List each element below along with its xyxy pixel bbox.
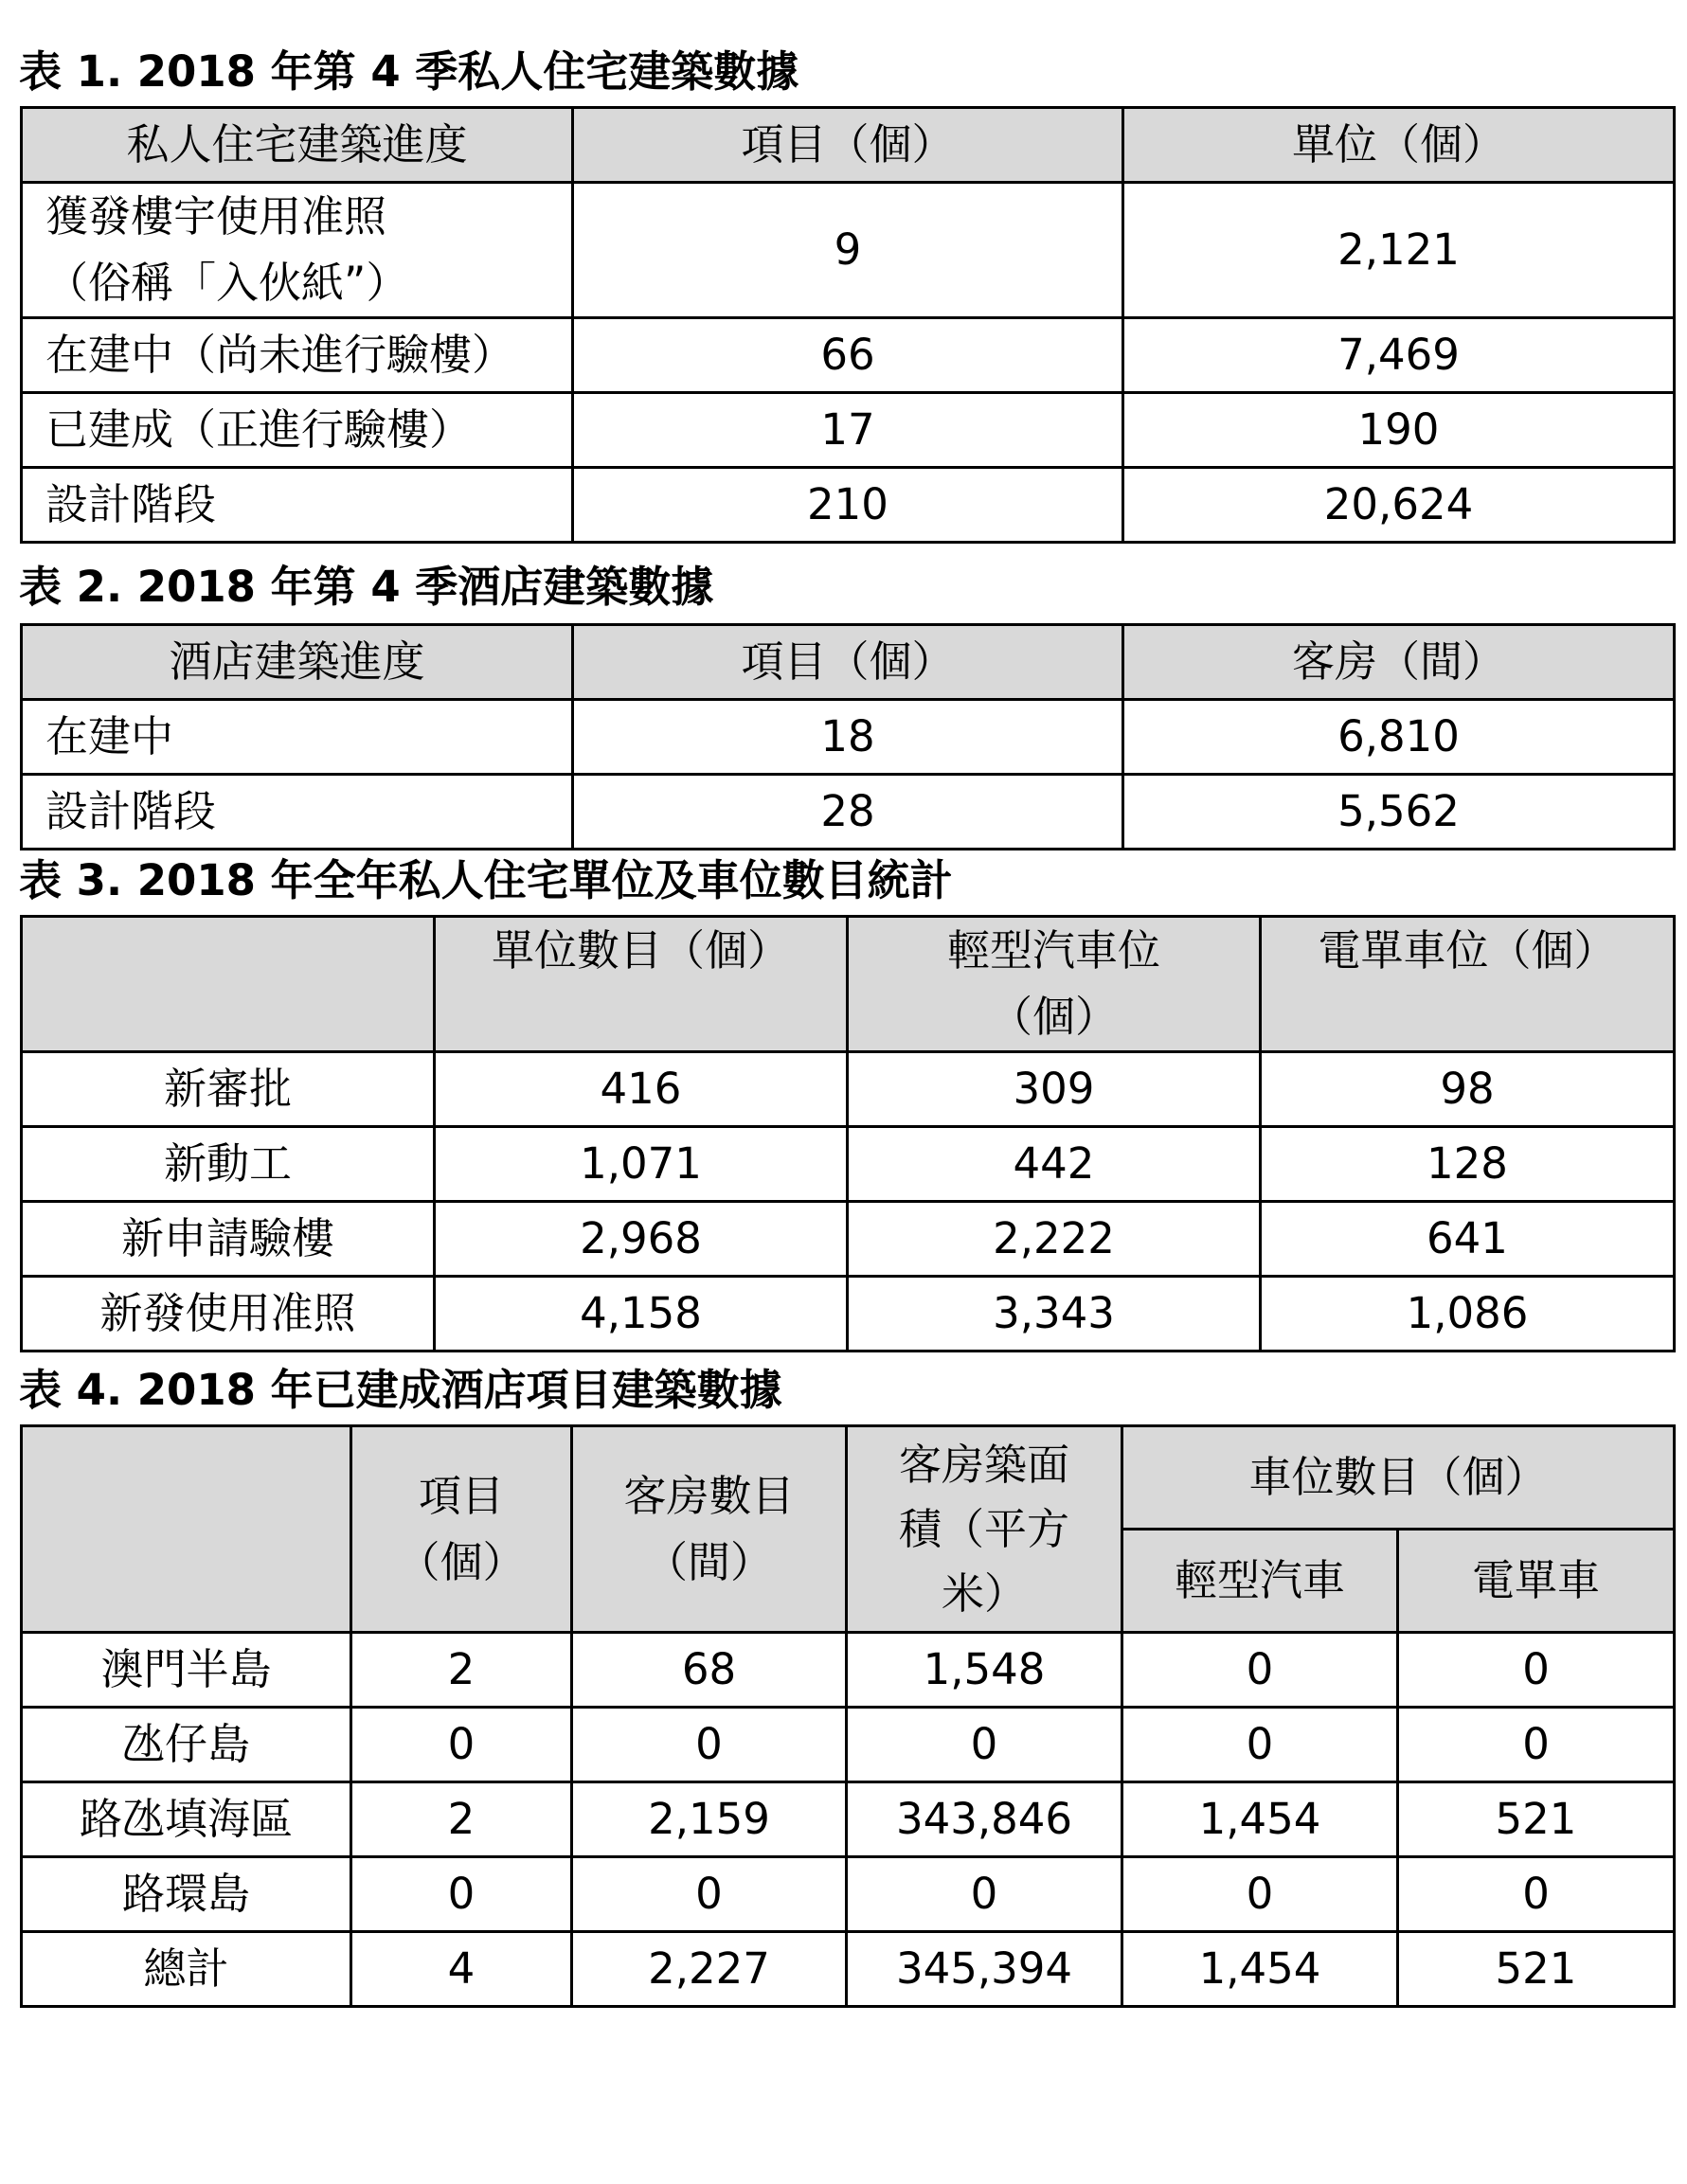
table-row bbox=[22, 1782, 1675, 1857]
table-row bbox=[22, 1633, 1675, 1708]
row-label: 路環島 bbox=[22, 1857, 351, 1932]
header-moto-spaces: 電單車位（個） bbox=[1261, 917, 1675, 1052]
cell-rooms: 2,227 bbox=[572, 1932, 847, 2007]
cell-units: 1,071 bbox=[435, 1127, 848, 1202]
table-header-row bbox=[22, 917, 1675, 1052]
row-label: 氹仔島 bbox=[22, 1708, 351, 1782]
cell-items: 210 bbox=[573, 468, 1123, 543]
cell-moto: 0 bbox=[1398, 1857, 1675, 1932]
cell-units: 7,469 bbox=[1123, 318, 1675, 393]
cell-moto: 1,086 bbox=[1261, 1277, 1675, 1352]
table1-private-housing bbox=[20, 106, 1676, 544]
table-row bbox=[22, 393, 1675, 468]
table4-caption: 表 4. 2018 年已建成酒店項目建築數據 bbox=[19, 1365, 782, 1415]
cell-rooms: 5,562 bbox=[1123, 775, 1675, 850]
table-row bbox=[22, 1127, 1675, 1202]
header-room-area bbox=[847, 1426, 1122, 1633]
header-items-line2: （個） bbox=[397, 1536, 526, 1587]
cell-units: 20,624 bbox=[1123, 468, 1675, 543]
header-moto: 電單車 bbox=[1398, 1530, 1675, 1633]
table-row bbox=[22, 468, 1675, 543]
cell-items: 2 bbox=[351, 1782, 572, 1857]
row-label: 新審批 bbox=[22, 1052, 435, 1127]
cell-car: 0 bbox=[1122, 1708, 1398, 1782]
cell-units: 4,158 bbox=[435, 1277, 848, 1352]
cell-area: 343,846 bbox=[847, 1782, 1122, 1857]
cell-rooms: 0 bbox=[572, 1857, 847, 1932]
table-row bbox=[22, 1052, 1675, 1127]
header-items-line1: 項目 bbox=[418, 1470, 504, 1521]
row-label: 新申請驗樓 bbox=[22, 1202, 435, 1277]
cell-car: 0 bbox=[1122, 1633, 1398, 1708]
header-units: 單位數目（個） bbox=[435, 917, 848, 1052]
header-area-line3: 米） bbox=[941, 1567, 1027, 1619]
cell-moto: 521 bbox=[1398, 1782, 1675, 1857]
table-row-total bbox=[22, 1932, 1675, 2007]
header-area-line2: 積（平方 bbox=[898, 1503, 1069, 1554]
table-row bbox=[22, 183, 1675, 318]
cell-items: 0 bbox=[351, 1857, 572, 1932]
cell-moto: 128 bbox=[1261, 1127, 1675, 1202]
cell-rooms: 6,810 bbox=[1123, 700, 1675, 775]
row-label-line2: （俗稱「入伙紙”） bbox=[45, 258, 409, 308]
cell-rooms: 2,159 bbox=[572, 1782, 847, 1857]
table4-completed-hotels bbox=[20, 1424, 1676, 2008]
row-label bbox=[22, 183, 573, 318]
table-row bbox=[22, 1277, 1675, 1352]
cell-moto: 0 bbox=[1398, 1633, 1675, 1708]
cell-items: 2 bbox=[351, 1633, 572, 1708]
table-row bbox=[22, 775, 1675, 850]
cell-items: 18 bbox=[573, 700, 1123, 775]
header-items: 項目（個） bbox=[573, 625, 1123, 700]
cell-car: 309 bbox=[848, 1052, 1261, 1127]
cell-items: 66 bbox=[573, 318, 1123, 393]
table3-caption: 表 3. 2018 年全年私人住宅單位及車位數目統計 bbox=[19, 855, 953, 905]
row-label: 澳門半島 bbox=[22, 1633, 351, 1708]
table1-caption: 表 1. 2018 年第 4 季私人住宅建築數據 bbox=[19, 46, 799, 97]
table-header-row bbox=[22, 1426, 1675, 1530]
cell-rooms: 68 bbox=[572, 1633, 847, 1708]
cell-units: 416 bbox=[435, 1052, 848, 1127]
cell-car: 0 bbox=[1122, 1857, 1398, 1932]
cell-units: 190 bbox=[1123, 393, 1675, 468]
header-items bbox=[351, 1426, 572, 1633]
row-label: 新發使用准照 bbox=[22, 1277, 435, 1352]
cell-moto: 521 bbox=[1398, 1932, 1675, 2007]
cell-items: 0 bbox=[351, 1708, 572, 1782]
table-row bbox=[22, 318, 1675, 393]
row-label: 設計階段 bbox=[22, 775, 573, 850]
cell-items: 17 bbox=[573, 393, 1123, 468]
row-label: 設計階段 bbox=[22, 468, 573, 543]
header-car-line1: 輕型汽車位 bbox=[946, 925, 1160, 976]
row-label: 在建中 bbox=[22, 700, 573, 775]
header-rooms-line2: （間） bbox=[644, 1536, 773, 1587]
cell-car: 442 bbox=[848, 1127, 1261, 1202]
row-label: 路氹填海區 bbox=[22, 1782, 351, 1857]
header-area-line1: 客房築面 bbox=[898, 1439, 1069, 1490]
header-progress: 私人住宅建築進度 bbox=[22, 108, 573, 183]
cell-units: 2,968 bbox=[435, 1202, 848, 1277]
table-header-row bbox=[22, 108, 1675, 183]
row-label: 新動工 bbox=[22, 1127, 435, 1202]
row-label: 總計 bbox=[22, 1932, 351, 2007]
row-label: 在建中（尚未進行驗樓） bbox=[22, 318, 573, 393]
table2-caption: 表 2. 2018 年第 4 季酒店建築數據 bbox=[19, 562, 714, 612]
cell-car: 1,454 bbox=[1122, 1932, 1398, 2007]
cell-car: 3,343 bbox=[848, 1277, 1261, 1352]
cell-car: 1,454 bbox=[1122, 1782, 1398, 1857]
header-units: 單位（個） bbox=[1123, 108, 1675, 183]
table-row bbox=[22, 1857, 1675, 1932]
header-car-line2: （個） bbox=[989, 992, 1118, 1042]
header-items: 項目（個） bbox=[573, 108, 1123, 183]
cell-units: 2,121 bbox=[1123, 183, 1675, 318]
row-label: 已建成（正進行驗樓） bbox=[22, 393, 573, 468]
cell-area: 0 bbox=[847, 1708, 1122, 1782]
header-rooms-line1: 客房數目 bbox=[623, 1470, 795, 1521]
table-header-row bbox=[22, 625, 1675, 700]
cell-area: 0 bbox=[847, 1857, 1122, 1932]
cell-moto: 0 bbox=[1398, 1708, 1675, 1782]
cell-area: 1,548 bbox=[847, 1633, 1122, 1708]
header-car: 輕型汽車 bbox=[1122, 1530, 1398, 1633]
table-row bbox=[22, 700, 1675, 775]
table-row bbox=[22, 1202, 1675, 1277]
header-rooms: 客房（間） bbox=[1123, 625, 1675, 700]
cell-rooms: 0 bbox=[572, 1708, 847, 1782]
cell-items: 4 bbox=[351, 1932, 572, 2007]
cell-items: 28 bbox=[573, 775, 1123, 850]
header-empty bbox=[22, 1426, 351, 1633]
table2-hotel-construction bbox=[20, 623, 1676, 850]
header-parking: 車位數目（個） bbox=[1122, 1426, 1675, 1530]
cell-car: 2,222 bbox=[848, 1202, 1261, 1277]
header-rooms bbox=[572, 1426, 847, 1633]
header-progress: 酒店建築進度 bbox=[22, 625, 573, 700]
header-car-spaces bbox=[848, 917, 1261, 1052]
table3-housing-parking bbox=[20, 915, 1676, 1352]
cell-items: 9 bbox=[573, 183, 1123, 318]
cell-moto: 98 bbox=[1261, 1052, 1675, 1127]
cell-area: 345,394 bbox=[847, 1932, 1122, 2007]
table-row bbox=[22, 1708, 1675, 1782]
header-empty bbox=[22, 917, 435, 1052]
cell-moto: 641 bbox=[1261, 1202, 1675, 1277]
row-label-line1: 獲發樓宇使用准照 bbox=[45, 191, 387, 242]
